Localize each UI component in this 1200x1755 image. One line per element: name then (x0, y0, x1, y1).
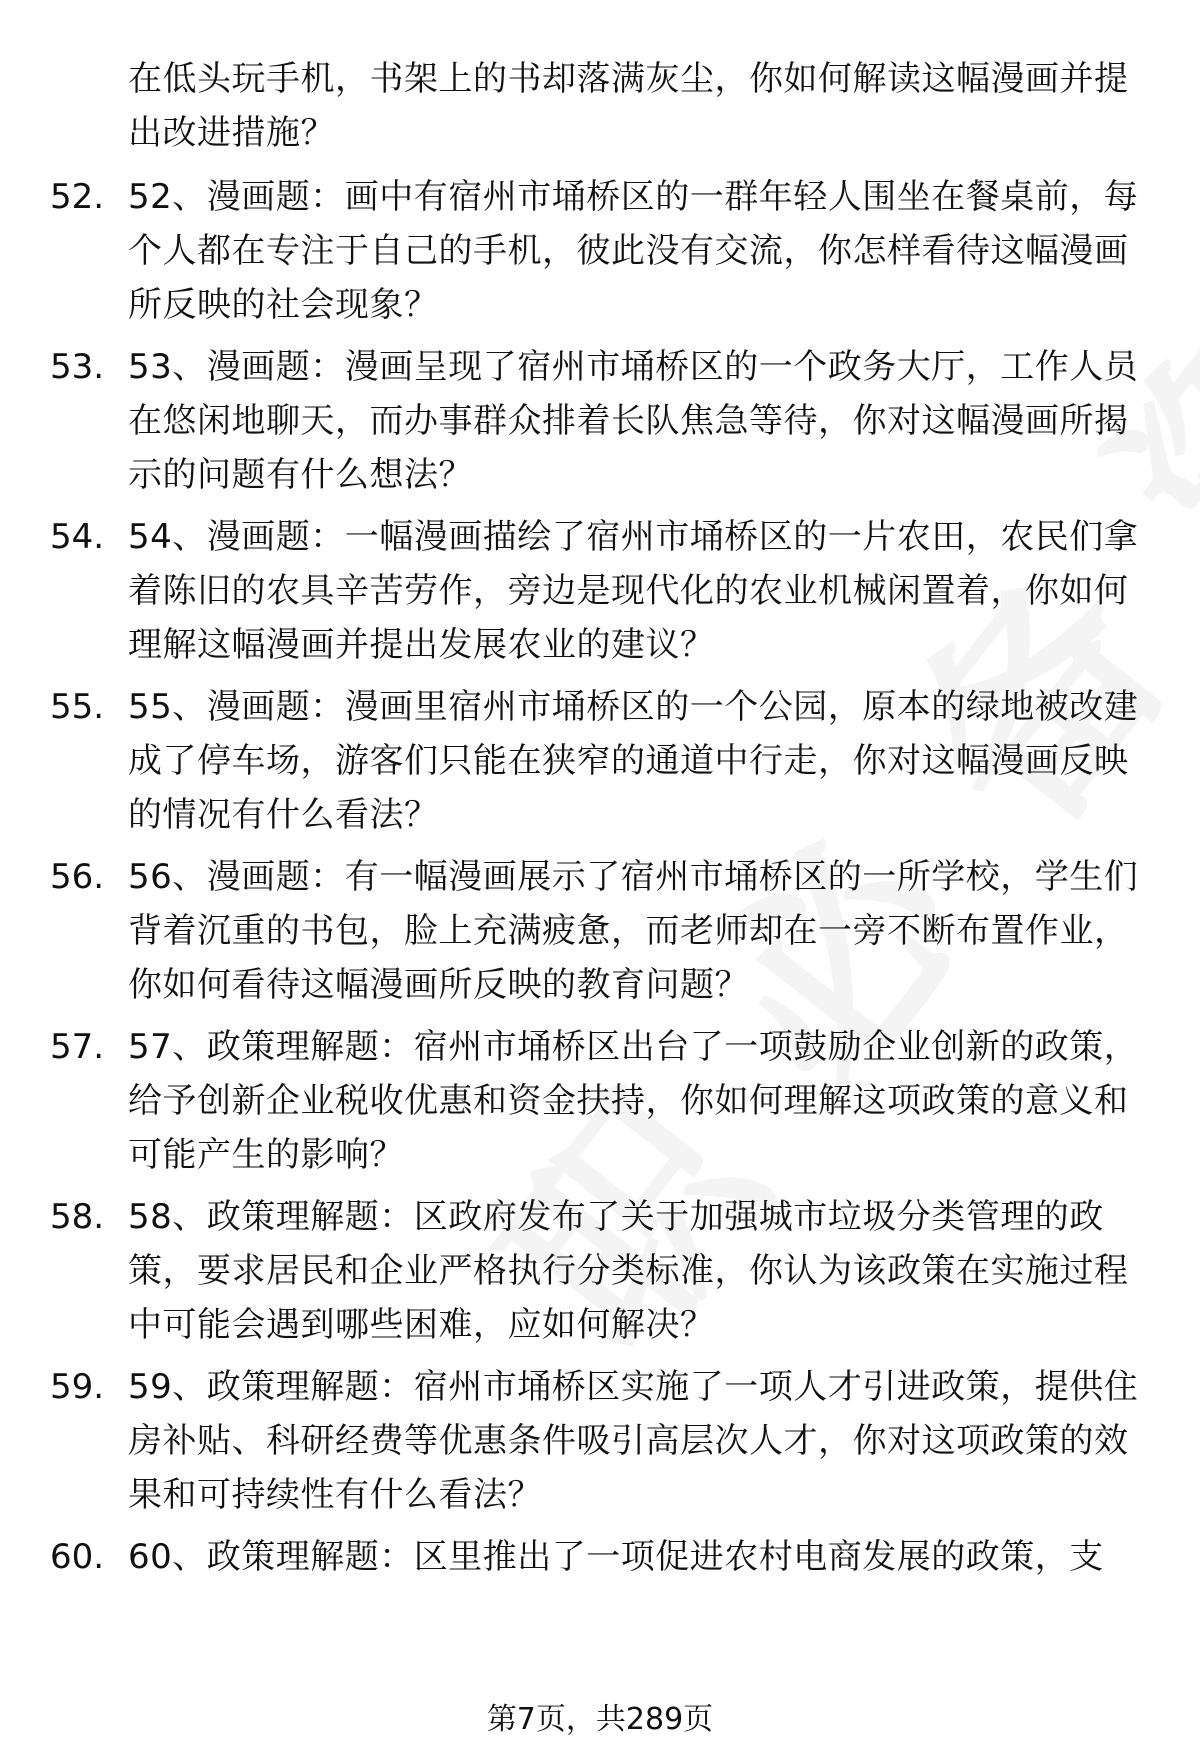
question-number: 55. (50, 687, 105, 727)
question-number: 54. (50, 517, 105, 557)
question-text: 57、政策理解题：宿州市埇桥区出台了一项鼓励企业创新的政策，给予创新企业税收优惠和资金扶持，你如何理解这项政策的意义和可能产生的影响？ (128, 1027, 1139, 1175)
question-text: 52、漫画题：画中有宿州市埇桥区的一群年轻人围坐在餐桌前，每个人都在专注于自己的手机，彼此没有交流，你怎样看待这幅漫画所反映的社会现象？ (128, 177, 1139, 325)
question-item (50, 510, 1150, 672)
question-number: 52. (50, 177, 105, 217)
question-text: 59、政策理解题：宿州市埇桥区实施了一项人才引进政策，提供住房补贴、科研经费等优惠条件吸引高层次人才，你对这项政策的效果和可持续性有什么看法？ (128, 1367, 1139, 1515)
page-footer: 第7页，共289页 (486, 1702, 714, 1737)
question-item (50, 340, 1150, 502)
question-number: 57. (50, 1027, 105, 1067)
question-number: 59. (50, 1367, 105, 1407)
question-text: 55、漫画题：漫画里宿州市埇桥区的一个公园，原本的绿地被改建成了停车场，游客们只能在狭窄的通道中行走，你对这幅漫画反映的情况有什么看法？ (128, 687, 1139, 835)
question-number: 60. (50, 1537, 105, 1577)
question-number: 58. (50, 1197, 105, 1237)
question-text: 56、漫画题：有一幅漫画展示了宿州市埇桥区的一所学校，学生们背着沉重的书包，脸上充满疲惫，而老师却在一旁不断布置作业，你如何看待这幅漫画所反映的教育问题？ (128, 857, 1139, 1005)
question-text: 在低头玩手机，书架上的书却落满灰尘，你如何解读这幅漫画并提出改进措施？ (128, 59, 1129, 153)
question-number: 56. (50, 857, 105, 897)
question-text: 53、漫画题：漫画呈现了宿州市埇桥区的一个政务大厅，工作人员在悠闲地聊天，而办事群众排着长队焦急等待，你对这幅漫画所揭示的问题有什么想法？ (128, 347, 1139, 495)
question-item (50, 680, 1150, 842)
question-item (50, 1190, 1150, 1352)
question-item (50, 1020, 1150, 1182)
question-item (50, 1360, 1150, 1522)
question-text: 58、政策理解题：区政府发布了关于加强城市垃圾分类管理的政策，要求居民和企业严格执行分类标准，你认为该政策在实施过程中可能会遇到哪些困难，应如何解决？ (128, 1197, 1129, 1345)
question-number: 53. (50, 347, 105, 387)
question-item (50, 170, 1150, 332)
question-item (50, 850, 1150, 1012)
question-item (50, 52, 1150, 160)
question-text: 60、政策理解题：区里推出了一项促进农村电商发展的政策，支 (128, 1537, 1104, 1577)
question-text: 54、漫画题：一幅漫画描绘了宿州市埇桥区的一片农田，农民们拿着陈旧的农具辛苦劳作，旁边是现代化的农业机械闲置着，你如何理解这幅漫画并提出发展农业的建议？ (128, 517, 1139, 665)
question-item (50, 1530, 1150, 1584)
